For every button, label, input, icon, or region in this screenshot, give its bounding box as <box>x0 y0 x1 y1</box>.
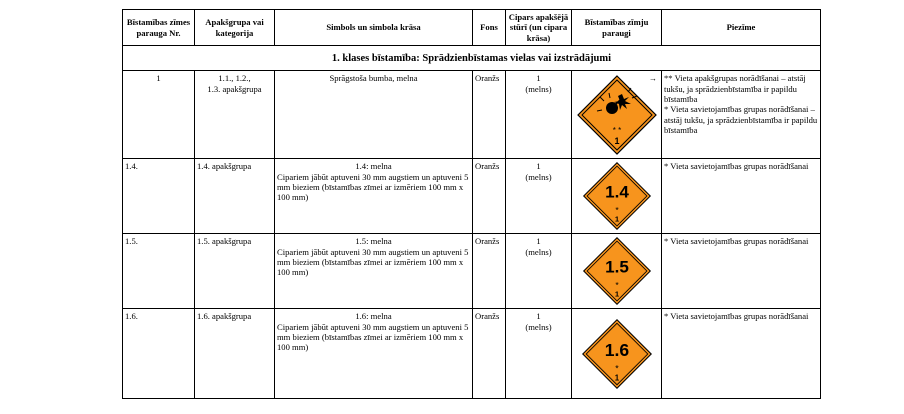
symbol-description: Cipariem jābūt aptuveni 30 mm augstiem un aptuveni 5 mm bieziem (bīstamības zīmei ar izmēriem 100 mm x 100 mm) <box>277 321 469 353</box>
sign-division-label: 1.4 <box>604 182 629 202</box>
cell-sign-example <box>572 159 662 234</box>
table-row <box>123 234 821 309</box>
cell-nr: 1.4. <box>123 159 195 234</box>
corner-color: (melns) <box>525 83 552 94</box>
cell-note <box>662 159 821 234</box>
section-title: 1. klases bīstamība: Sprādzienbīstamas vielas vai izstrādājumi <box>123 46 821 71</box>
sign-division-label: 1.5 <box>604 257 629 277</box>
symbol-description: Cipariem jābūt aptuveni 30 mm augstiem un aptuveni 5 mm bieziem (bīstamības zīmei ar izmēriem 100 mm x 100 mm) <box>277 246 469 278</box>
hazard-sign-explosive <box>576 74 658 156</box>
cell-sign-example <box>572 234 662 309</box>
section-row <box>123 46 821 71</box>
cell-background: Oranžs <box>473 159 506 234</box>
hazard-sign-1-6 <box>581 318 653 390</box>
cell-corner <box>506 71 572 159</box>
symbol-text: 1.4: melna <box>355 161 392 172</box>
sign-star: * <box>614 280 619 291</box>
header-symbol: Simbols un simbola krāsa <box>275 10 473 46</box>
table-row <box>123 309 821 399</box>
group-line: 1.3. apakšgrupa <box>207 83 262 94</box>
corner-color: (melns) <box>525 171 552 182</box>
symbol-description: Cipariem jābūt aptuveni 30 mm augstiem un aptuveni 5 mm bieziem (bīstamības zīmei ar izmēriem 100 mm x 100 mm) <box>277 171 469 203</box>
cell-corner <box>506 309 572 399</box>
cell-nr: 1.5. <box>123 234 195 309</box>
cell-corner <box>506 234 572 309</box>
sign-class-digit: 1 <box>614 373 619 383</box>
cell-group <box>195 71 275 159</box>
symbol-text: Sprāgstoša bumba, melna <box>329 73 418 84</box>
group-line: 1.1., 1.2., <box>218 73 251 84</box>
hazard-sign-1-5 <box>582 236 652 306</box>
header-background: Fons <box>473 10 506 46</box>
cell-symbol <box>275 159 473 234</box>
header-row <box>123 10 821 46</box>
sign-division-label: 1.6 <box>604 339 629 360</box>
cell-corner <box>506 159 572 234</box>
symbol-text: 1.5: melna <box>355 236 392 247</box>
cell-symbol <box>275 309 473 399</box>
cell-note <box>662 234 821 309</box>
table-row <box>123 159 821 234</box>
group-line: 1.4. apakšgrupa <box>197 161 252 172</box>
note-text: * Vieta savietojamības grupas norādīšanai <box>664 161 809 172</box>
note-text: * Vieta savietojamības grupas norādīšanai – atstāj tukšu, ja sprādzienbīstamība ir papildu bīstamība <box>664 104 818 136</box>
sign-star: * <box>614 363 619 374</box>
cell-background: Oranžs <box>473 234 506 309</box>
hazard-sign-1-4 <box>582 161 652 231</box>
header-note: Piezīme <box>662 10 821 46</box>
corner-digit: 1 <box>536 73 541 84</box>
header-corner-digit: Cipars apakšējā stūrī (un cipara krāsa) <box>506 10 572 46</box>
corner-digit: 1 <box>536 311 541 322</box>
corner-color: (melns) <box>525 321 552 332</box>
table-row <box>123 71 821 159</box>
symbol-text: 1.6: melna <box>355 311 392 322</box>
corner-digit: 1 <box>536 236 541 247</box>
header-nr: Bīstamības zīmes parauga Nr. <box>123 10 195 46</box>
cell-group <box>195 309 275 399</box>
sign-class-digit: 1 <box>613 135 620 146</box>
sign-stars: * * <box>612 125 621 135</box>
note-text: ** Vieta apakšgrupas norādīšanai – atstāj tukšu, ja sprādzienbīstamība ir papildu bīstamība <box>664 73 806 105</box>
cell-note <box>662 309 821 399</box>
group-line: 1.5. apakšgrupa <box>197 236 252 247</box>
cell-group <box>195 159 275 234</box>
cell-nr: 1 <box>123 71 195 159</box>
arrow-icon: → <box>649 74 657 84</box>
cell-sign-example <box>572 71 662 159</box>
cell-background: Oranžs <box>473 309 506 399</box>
cell-background: Oranžs <box>473 71 506 159</box>
corner-color: (melns) <box>525 246 552 257</box>
sign-class-digit: 1 <box>614 214 619 224</box>
sign-class-digit: 1 <box>614 289 619 299</box>
sign-star: * <box>614 205 619 216</box>
corner-digit: 1 <box>536 161 541 172</box>
cell-group <box>195 234 275 309</box>
group-line: 1.6. apakšgrupa <box>197 311 252 322</box>
hazard-label-table <box>122 9 821 399</box>
cell-symbol <box>275 234 473 309</box>
note-text: * Vieta savietojamības grupas norādīšanai <box>664 236 809 247</box>
header-group: Apakšgrupa vai kategorija <box>195 10 275 46</box>
cell-symbol <box>275 71 473 159</box>
cell-sign-example <box>572 309 662 399</box>
note-text: * Vieta savietojamības grupas norādīšanai <box>664 311 809 322</box>
header-examples: Bīstamības zīmju paraugi <box>572 10 662 46</box>
cell-note <box>649 71 821 159</box>
cell-nr: 1.6. <box>123 309 195 399</box>
